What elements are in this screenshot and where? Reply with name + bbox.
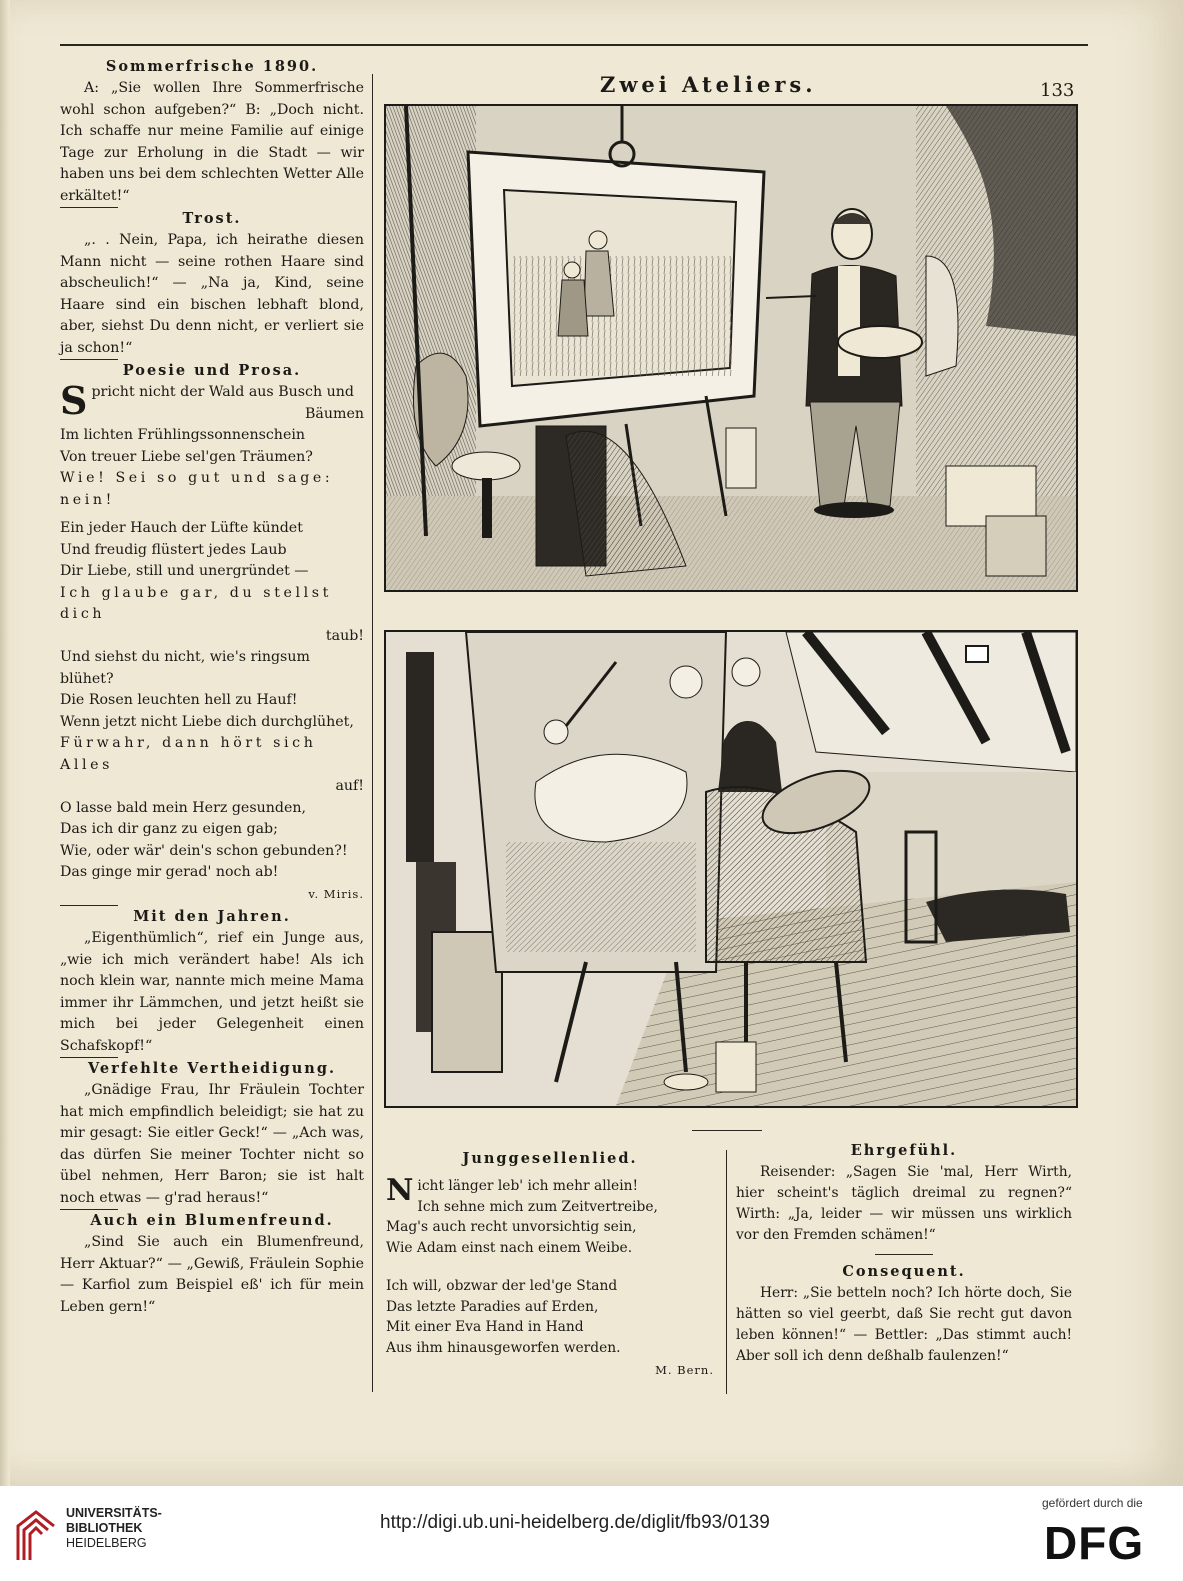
poem-line: Im lichten Frühlingssonnenschein (60, 427, 306, 443)
poem-author: v. Miris. (308, 886, 364, 901)
text-ehrgefuehl: Reisender: „Sagen Sie 'mal, Herr Wirth, hier scheint's täglich dreimal zu regnen?“ Wirth: „Ja, leider — wir müssen uns wirklich vor den Fremden schämen!“ (736, 1164, 1072, 1243)
library-name (66, 1506, 162, 1551)
poem-author: M. Bern. (655, 1363, 714, 1377)
illustration-poor-atelier (384, 630, 1078, 1108)
poem-line: Die Rosen leuchten hell zu Hauf! (60, 692, 298, 708)
middle-column (386, 1148, 714, 1381)
rich-atelier-engraving (386, 106, 1076, 590)
digital-collection-url[interactable]: http://digi.ub.uni-heidelberg.de/diglit/fb93/0139 (380, 1512, 770, 1533)
poem-line: Fürwahr, dann hört sich Alles (60, 735, 317, 773)
poem-line: Ein jeder Hauch der Lüfte kündet (60, 520, 303, 536)
heading-trost: Trost. (182, 210, 242, 227)
poem-line: Mag's auch recht unvorsichtig sein, (386, 1219, 637, 1235)
page-title: Zwei Ateliers. (600, 72, 817, 97)
text-blumenfreund: „Sind Sie auch ein Blumenfreund, Herr Aktuar?“ — „Gewiß, Fräulein Sophie — Karfiol zum Beispiel eß' ich für mein Leben gern!“ (60, 1234, 364, 1315)
library-name-line: HEIDELBERG (66, 1536, 147, 1550)
poem-line: Wenn jetzt nicht Liebe dich durchglühet, (60, 713, 354, 730)
poem-line: Ich glaube gar, du stellst dich (60, 584, 332, 622)
heading-poesie-prosa: Poesie und Prosa. (122, 362, 302, 379)
heading-mit-den-jahren: Mit den Jahren. (133, 908, 291, 925)
column-divider (372, 74, 373, 1392)
short-rule (692, 1130, 762, 1131)
poem-line: Und freudig flüstert jedes Laub (60, 541, 287, 558)
section-rule (875, 1254, 933, 1255)
poem-line: icht länger leb' ich mehr allein! (417, 1178, 639, 1194)
poem-line: Und siehst du nicht, wie's ringsum blühet? (60, 649, 310, 687)
heading-sommerfrische: Sommerfrische 1890. (105, 58, 319, 75)
text-trost: „. . Nein, Papa, ich heirathe diesen Mann nicht — seine rothen Haare sind abscheulich!“ — „Na ja, Kind, seine Haare sind ein bischen lebhaft blond, aber, siehst Du denn nicht, er verliert sie ja schon!“ (60, 232, 364, 356)
text-sommerfrische: A: „Sie wollen Ihre Sommerfrische wohl schon aufgeben?“ B: „Doch nicht. Ich schaffe nur meine Familie auf einige Tage zur Erholung in die Stadt — wir haben uns bei dem schlechten Wetter Alle erkältet!“ (60, 80, 364, 204)
poem-line: auf! (335, 778, 364, 794)
page-edge (0, 0, 10, 1486)
poem-line: Bäumen (304, 405, 364, 422)
library-name-line: UNIVERSITÄTS- (66, 1506, 162, 1520)
poem-line: Wie! Sei so gut und sage: nein! (60, 470, 334, 508)
poem-line: Das ich dir ganz zu eigen gab; (60, 821, 278, 837)
poem-line: Ich sehne mich zum Zeitvertreibe, (417, 1198, 658, 1215)
text-mit-den-jahren: „Eigenthümlich“, rief ein Junge aus, „wie ich mich verändert habe! Als ich noch klein war, nannte mich meine Mama immer ihr Lämmchen, und jetzt heißt sie mich bei jeder Gelegenheit einen Schafskopf!“ (60, 930, 364, 1054)
top-rule (60, 44, 1088, 46)
poem-line: Das ginge mir gerad' noch ab! (60, 864, 279, 880)
heading-consequent: Consequent. (842, 1263, 966, 1280)
heading-junggesellenlied: Junggesellenlied. (462, 1150, 638, 1167)
text-verfehlte-vertheidigung: „Gnädige Frau, Ihr Fräulein Tochter hat mich empfindlich beleidigt; sie hat zu mir gesagt: Sie eitler Geck!“ — „Ach was, das dürfen Sie meiner Tochter nicht so übel nehmen, Herr Baron; sie ist halt noch etwas — g'rad heraus!“ (60, 1082, 364, 1206)
poem-line: Mit einer Eva Hand in Hand (386, 1319, 584, 1335)
text-consequent: Herr: „Sie betteln noch? Ich hörte doch, Sie hätten so viel geerbt, daß Sie recht gut davon leben können!“ — Bettler: „Das stimmt auch! Aber soll ich denn deßhalb faulenzen!“ (736, 1285, 1072, 1364)
poem-line: pricht nicht der Wald aus Busch und (91, 384, 355, 400)
left-column (60, 56, 364, 1318)
dfg-logo: DFG (1044, 1517, 1145, 1569)
column-divider-lower (726, 1150, 727, 1394)
footer-bar (0, 1486, 1183, 1581)
poem-line: Dir Liebe, still und unergründet — (60, 563, 309, 579)
university-library-logo (14, 1504, 58, 1564)
right-column (736, 1140, 1072, 1367)
poor-atelier-engraving (386, 632, 1076, 1106)
poem-poesie-prosa (60, 378, 364, 905)
poem-line: Wie, oder wär' dein's schon gebunden?! (60, 842, 348, 859)
poem-line: O lasse bald mein Herz gesunden, (60, 799, 307, 816)
heading-verfehlte-vertheidigung: Verfehlte Vertheidigung. (87, 1060, 337, 1077)
funded-by-label: gefördert durch die (1042, 1496, 1143, 1510)
heading-ehrgefuehl: Ehrgefühl. (850, 1142, 958, 1159)
poem-line: Das letzte Paradies auf Erden, (386, 1298, 599, 1315)
page-number: 133 (1040, 80, 1075, 101)
poem-line: Aus ihm hinausgeworfen werden. (386, 1339, 621, 1356)
poem-line: Wie Adam einst nach einem Weibe. (386, 1239, 633, 1256)
poem-line: Ich will, obzwar der led'ge Stand (386, 1278, 618, 1294)
poem-line: Von treuer Liebe sel'gen Träumen? (60, 448, 313, 465)
illustration-rich-atelier (384, 104, 1078, 592)
poem-line: taub! (325, 627, 364, 644)
library-name-line: BIBLIOTHEK (66, 1521, 143, 1535)
drop-cap: N (386, 1173, 414, 1208)
drop-cap: S (60, 378, 88, 423)
heading-blumenfreund: Auch ein Blumenfreund. (90, 1212, 334, 1229)
